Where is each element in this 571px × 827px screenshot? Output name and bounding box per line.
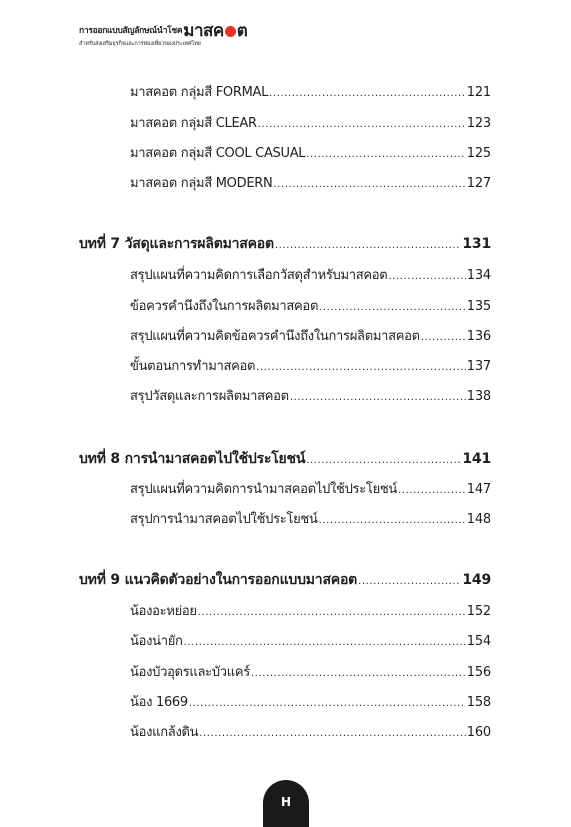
dot-leader	[398, 480, 466, 501]
dot-leader	[306, 144, 466, 165]
brand-prefix: การออกแบบสัญลักษณ์นำโชค	[79, 26, 183, 36]
dot-leader	[256, 357, 466, 378]
toc-entry-page: 160	[466, 725, 491, 740]
toc-entry-label: น้องอะหย่อย	[130, 604, 197, 619]
toc-entry-label: ขั้นตอนการทำมาสคอต	[130, 359, 256, 374]
toc-chapter[interactable]	[79, 569, 491, 591]
toc-chapter[interactable]	[79, 233, 491, 255]
toc-entry[interactable]	[130, 82, 491, 104]
toc-entry-page: 125	[466, 146, 491, 161]
toc-entry-label: สรุปแผนที่ความคิดการเลือกวัสดุสำหรับมาสคอต	[130, 268, 388, 283]
toc-entry-label: มาสคอต กลุ่มสี FORMAL	[130, 85, 269, 100]
book-header	[79, 22, 339, 54]
toc-entry-label: สรุปวัสดุและการผลิตมาสคอต	[130, 389, 289, 404]
toc-chapter-page: 149	[462, 572, 491, 588]
toc-entry[interactable]	[130, 326, 491, 348]
toc-entry[interactable]	[130, 173, 491, 195]
toc-chapter-page: 131	[462, 236, 491, 252]
toc-entry-page: 138	[466, 389, 491, 404]
page-number-tab	[263, 780, 309, 827]
toc-entry-label: น้องแกล้งดิน	[130, 725, 199, 740]
toc-entry[interactable]	[130, 479, 491, 501]
toc-entry-page: 148	[466, 512, 491, 527]
dot-leader	[198, 602, 466, 623]
dot-leader	[184, 632, 466, 653]
toc-chapter-title: บทที่ 9 แนวคิดตัวอย่างในการออกแบบมาสคอต	[79, 572, 358, 588]
toc-chapter-page: 141	[462, 451, 491, 467]
brand-subtitle: สำหรับส่งเสริมธุรกิจและการท่องเที่ยวของประเทศไทย	[79, 41, 201, 47]
toc-entry[interactable]	[130, 296, 491, 318]
dot-leader	[358, 571, 461, 591]
dot-leader	[269, 83, 466, 104]
toc-chapter-title: บทที่ 8 การนำมาสคอตไปใช้ประโยชน์	[79, 451, 306, 467]
toc-entry-label: น้องน่ายัก	[130, 634, 183, 649]
toc-entry[interactable]	[130, 386, 491, 408]
brand-name-part-a: มาสค	[183, 21, 224, 41]
dot-leader	[275, 235, 461, 255]
dot-leader	[319, 510, 466, 531]
toc-entry-page: 158	[466, 695, 491, 710]
dot-leader	[189, 693, 466, 714]
toc-entry-page: 127	[466, 176, 491, 191]
toc-entry[interactable]	[130, 509, 491, 531]
page-number: H	[280, 795, 292, 809]
brand-title	[79, 22, 339, 40]
toc-entry[interactable]	[130, 662, 491, 684]
toc-entry-page: 147	[466, 482, 491, 497]
toc-entry-label: ข้อควรคำนึงถึงในการผลิตมาสคอต	[130, 299, 319, 314]
toc-entry[interactable]	[130, 601, 491, 623]
dot-leader	[251, 663, 466, 684]
toc-chapter[interactable]	[79, 448, 491, 470]
toc-entry[interactable]	[130, 631, 491, 653]
toc-entry-label: มาสคอต กลุ่มสี CLEAR	[130, 116, 257, 131]
toc-chapter-title: บทที่ 7 วัสดุและการผลิตมาสคอต	[79, 236, 274, 252]
toc-entry[interactable]	[130, 692, 491, 714]
toc-entry[interactable]	[130, 113, 491, 135]
toc-entry-label: มาสคอต กลุ่มสี COOL CASUAL	[130, 146, 306, 161]
toc-entry-page: 121	[466, 85, 491, 100]
toc-entry-page: 152	[466, 604, 491, 619]
toc-entry-label: สรุปการนำมาสคอตไปใช้ประโยชน์	[130, 512, 318, 527]
toc-entry-label: สรุปแผนที่ความคิดการนำมาสคอตไปใช้ประโยชน์	[130, 482, 398, 497]
toc-entry[interactable]	[130, 265, 491, 287]
toc-entry-label: สรุปแผนที่ความคิดข้อควรคำนึงถึงในการผลิตมาสคอต	[130, 329, 420, 344]
toc-entry-page: 136	[466, 329, 491, 344]
toc-entry-page: 134	[466, 268, 491, 283]
toc-entry[interactable]	[130, 356, 491, 378]
dot-leader	[306, 450, 461, 470]
toc-entry-label: น้อง 1669	[130, 695, 188, 710]
brand-dot-icon	[225, 26, 236, 37]
dot-leader	[258, 114, 466, 135]
toc-entry-page: 123	[466, 116, 491, 131]
toc-entry-page: 135	[466, 299, 491, 314]
toc-entry-label: มาสคอต กลุ่มสี MODERN	[130, 176, 273, 191]
toc-entry-label: น้องบัวอุดรและบัวแคร์	[130, 665, 250, 680]
toc-entry-page: 154	[466, 634, 491, 649]
dot-leader	[273, 174, 465, 195]
toc-entry-page: 137	[466, 359, 491, 374]
dot-leader	[290, 387, 466, 408]
brand-name-part-b: ต	[236, 21, 248, 41]
dot-leader	[199, 723, 466, 744]
toc-entry-page: 156	[466, 665, 491, 680]
toc-entry[interactable]	[130, 722, 491, 744]
toc-entry[interactable]	[130, 143, 491, 165]
dot-leader	[388, 266, 465, 287]
dot-leader	[421, 327, 466, 348]
dot-leader	[319, 297, 466, 318]
